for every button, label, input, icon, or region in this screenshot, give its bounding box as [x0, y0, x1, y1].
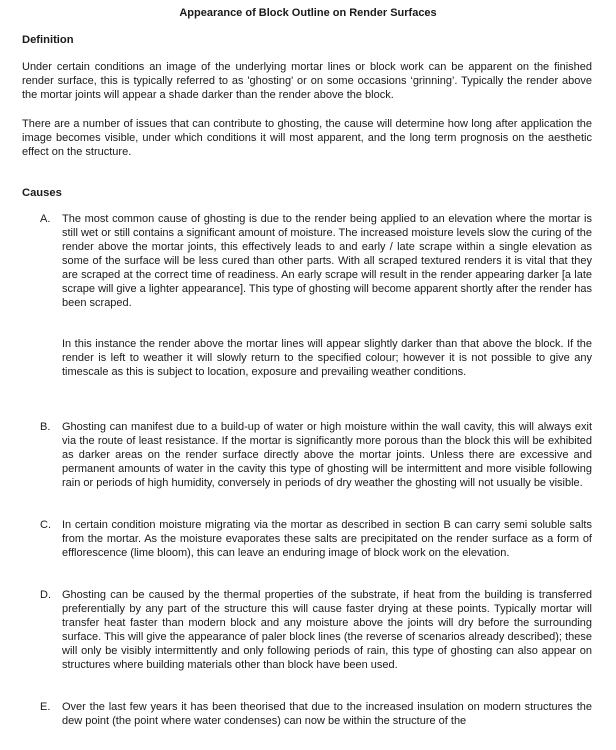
- definition-heading: Definition: [22, 34, 74, 46]
- list-marker: D.: [40, 589, 51, 601]
- definition-paragraph-1: Under certain conditions an image of the underlying mortar lines or block work can be apparent on the finished render surface, this is typically referred to as 'ghosting' or on some occasions ‘grinning’. Typically the render above the mortar joints will appear a shade darker than the render above the block.: [22, 61, 592, 101]
- causes-heading: Causes: [22, 187, 62, 199]
- cause-item-text: Over the last few years it has been theorised that due to the increased insulation on modern structures the dew point (the point where water condenses) can now be within the structure of the: [62, 701, 592, 727]
- cause-item-text: In certain condition moisture migrating via the mortar as described in section B can carry semi soluble salts from the mortar. As the moisture evaporates these salts are precipitated on the render surface as a form of efflorescence (lime bloom), this can leave an enduring image of block work on the elevation.: [62, 519, 592, 559]
- document-title: Appearance of Block Outline on Render Surfaces: [179, 7, 437, 19]
- list-marker: E.: [40, 701, 51, 713]
- cause-item-text: Ghosting can be caused by the thermal properties of the substrate, if heat from the building is transferred preferentially by any part of the structure this will cause faster drying at these points. Typically mortar will transfer heat faster than modern block and any moisture above the joints will dry before the surrounding surface. This will give the appearance of paler block lines (the reverse of scenarios already described); these will only be visibly intermittently and only following periods of rain, this type of ghosting can also appear on structures where building materials other than block have been used.: [62, 589, 592, 671]
- cause-item-text: The most common cause of ghosting is due to the render being applied to an elevation where the mortar is still wet or still contains a significant amount of moisture. The increased moisture levels slow the curing of the render above the mortar joints, this effectively leads to and early / late scrape within a single elevation as some of the surface will be less cured than other parts. With all scraped textured renders it is vital that they are scraped at the correct time of readiness. An early scrape will result in the render appearing darker [a late scrape will give a lighter appearance]. This type of ghosting will become apparent shortly after the render has been scraped.: [62, 213, 592, 309]
- list-marker: C.: [40, 519, 51, 531]
- list-marker: B.: [40, 421, 51, 433]
- cause-item-text: Ghosting can manifest due to a build-up of water or high moisture within the wall cavity, this will always exit via the route of least resistance. If the mortar is significantly more porous than the block this will be exhibited as darker areas on the render surface directly above the mortar joints. Unless there are excessive and permanent amounts of water in the cavity this type of ghosting will be intermittent and more visible following rain or periods of high humidity, conversely in periods of dry weather the ghosting will not usually be visible.: [62, 421, 592, 489]
- list-marker: A.: [40, 213, 51, 225]
- definition-paragraph-2: There are a number of issues that can contribute to ghosting, the cause will determine how long after application the image becomes visible, under which conditions it will most apparent, and the long term prognosis on the aesthetic effect on the structure.: [22, 118, 592, 158]
- cause-item-extra-text: In this instance the render above the mortar lines will appear slightly darker than that above the block. If the render is left to weather it will slowly return to the specified colour; however it is not possible to give any timescale as this is subject to location, exposure and prevailing weather conditions.: [62, 338, 592, 378]
